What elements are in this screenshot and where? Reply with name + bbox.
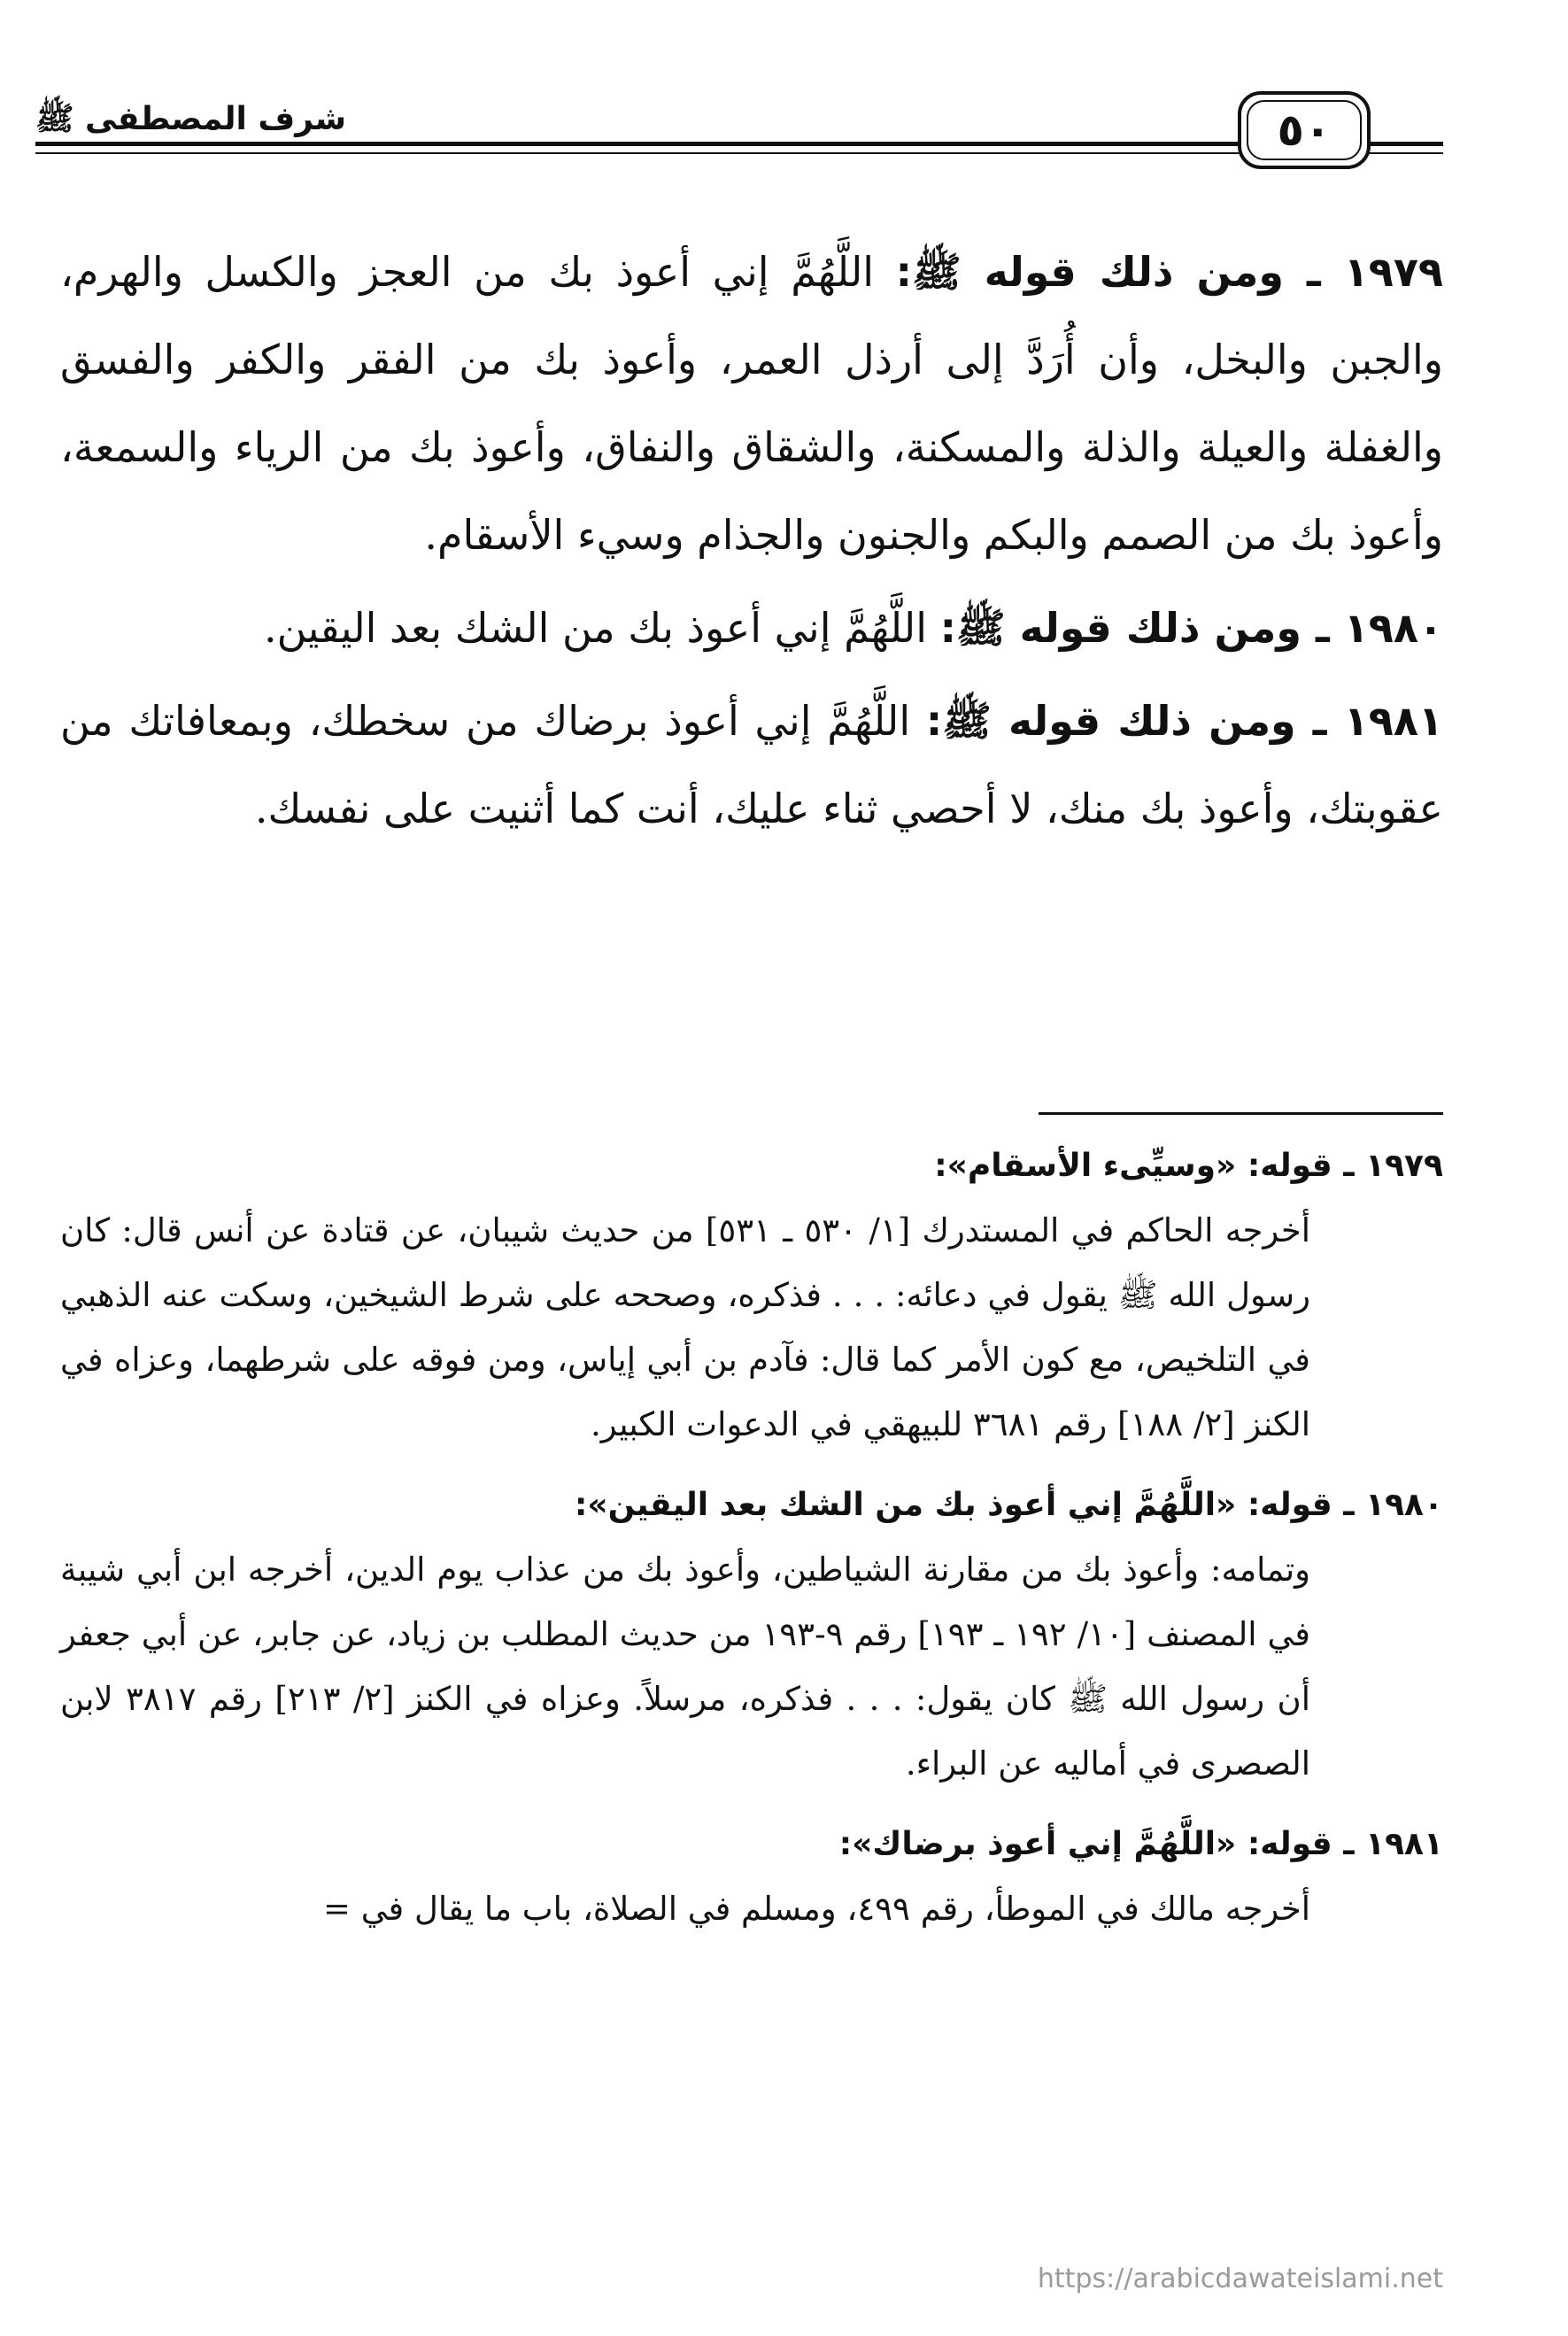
entry-1981: [60, 677, 1443, 853]
footnote-1980-body: وتمامه: وأعوذ بك من مقارنة الشياطين، وأعوذ بك من عذاب يوم الدين، أخرجه ابن أبي شيبة في المصنف [١٠/ ١٩٢ ـ ١٩٣] رقم ٩-١٩٣ من حديث المطلب بن زياد، عن جابر، عن أبي جعفر أن رسول الله ﷺ كان يقول: . . . فذكره، مرسلاً. وعزاه في الكنز [٢/ ٢١٣] رقم ٣٨١٧ لابن الصصرى في أماليه عن البراء.: [60, 1551, 1311, 1783]
entry-1980-text: اللَّهُمَّ إني أعوذ بك من الشك بعد اليقين.: [263, 604, 927, 652]
main-text: [60, 228, 1443, 858]
page-number: ٥٠: [1277, 104, 1332, 156]
footnote-1979-head: ١٩٧٩ ـ قوله: «وسيِّىء الأسقام»:: [934, 1148, 1443, 1184]
header-rule-right-thin: [1368, 152, 1443, 154]
entry-1979-lead: ١٩٧٩ ـ ومن ذلك قوله ﷺ:: [895, 248, 1444, 296]
footnote-1979: [60, 1133, 1443, 1457]
entry-1981-text: اللَّهُمَّ إني أعوذ برضاك من سخطك، وبمعافاتك من عقوبتك، وأعوذ بك منك، لا أحصي ثناء عليك، أنت كما أثنيت على نفسك.: [60, 697, 1443, 832]
header-rule-thin: [35, 152, 1240, 154]
entry-1981-lead: ١٩٨١ ـ ومن ذلك قوله ﷺ:: [925, 697, 1443, 745]
entry-1980-lead: ١٩٨٠ ـ ومن ذلك قوله ﷺ:: [939, 604, 1443, 652]
footnote-1980-head: ١٩٨٠ ـ قوله: «اللَّهُمَّ إني أعوذ بك من الشك بعد اليقين»:: [574, 1487, 1443, 1523]
watermark-url: https://arabicdawateislami.net: [1037, 2263, 1443, 2294]
entry-1979: [60, 228, 1443, 579]
footnote-1980: [60, 1473, 1443, 1796]
footnote-separator: [1039, 1112, 1443, 1115]
footnote-1981: [60, 1812, 1443, 1941]
header-rule-right-thick: [1368, 142, 1443, 146]
footnotes: [60, 1133, 1443, 1957]
footnote-1981-head: ١٩٨١ ـ قوله: «اللَّهُمَّ إني أعوذ برضاك»:: [838, 1826, 1443, 1862]
page-number-box: [1238, 91, 1371, 169]
header-rule-thick: [35, 142, 1240, 146]
running-title: شرف المصطفى ﷺ: [35, 101, 347, 137]
footnote-1981-body: أخرجه مالك في الموطأ، رقم ٤٩٩، ومسلم في الصلاة، باب ما يقال في =: [322, 1890, 1310, 1928]
entry-1980: [60, 584, 1443, 672]
footnote-1979-body: أخرجه الحاكم في المستدرك [١/ ٥٣٠ ـ ٥٣١] من حديث شيبان، عن قتادة عن أنس قال: كان رسول الله ﷺ يقول في دعائه: . . . فذكره، وصححه على شرط الشيخين، وسكت عنه الذهبي في التلخيص، مع كون الأمر كما قال: فآدم بن أبي إياس، ومن فوقه على شرطهما، وعزاه في الكنز [٢/ ١٨٨] رقم ٣٦٨١ للبيهقي في الدعوات الكبير.: [60, 1211, 1310, 1443]
entry-1979-text: اللَّهُمَّ إني أعوذ بك من العجز والكسل والهرم، والجبن والبخل، وأن أُرَدَّ إلى أرذل العمر، وأعوذ بك من الفقر والكفر والفسق والغفلة والعيلة والذلة والمسكنة، والشقاق والنفاق، وأعوذ بك من الرياء والسمعة، وأعوذ بك من الصمم والبكم والجنون والجذام وسيء الأسقام.: [60, 248, 1443, 559]
